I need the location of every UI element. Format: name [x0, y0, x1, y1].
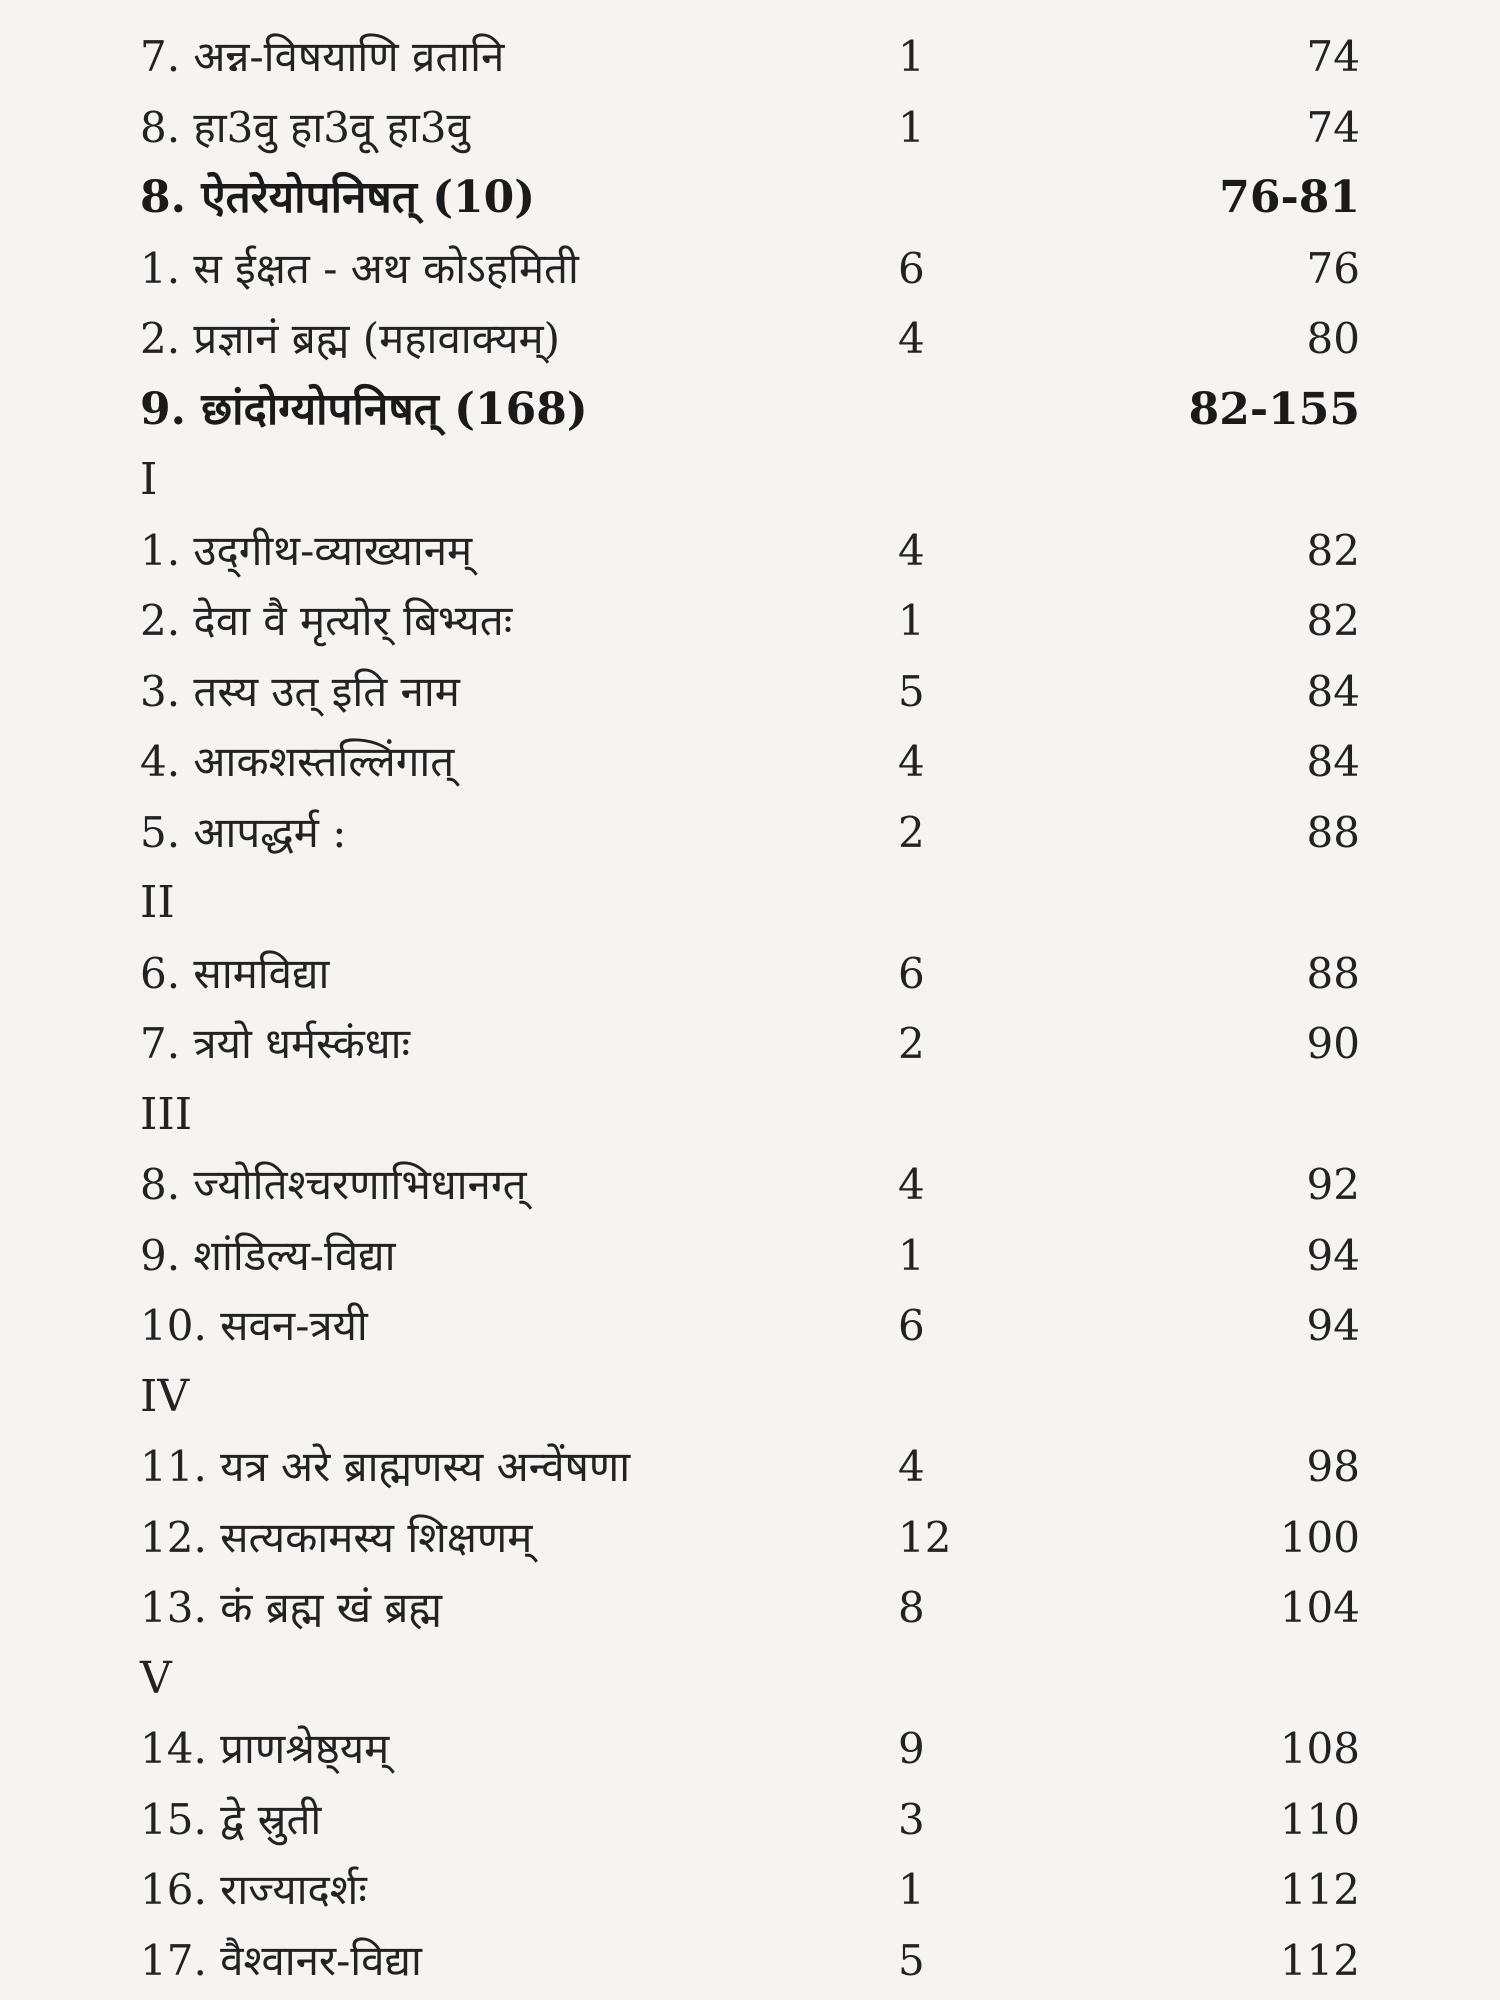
toc-row	[140, 1926, 1360, 1997]
toc-part-numeral: IV	[140, 1370, 190, 1422]
toc-entry-title: 1. उद्‌गीथ-व्याख्यानम्	[140, 525, 473, 575]
toc-entry-title: 2. प्रज्ञानं ब्रह्म (महावाक्यम्)	[140, 314, 560, 363]
toc-section-heading	[140, 163, 1360, 234]
toc-entry-title: 3. तस्य उत् इति नाम	[140, 666, 460, 716]
toc-entry-title: 13. कं ब्रह्म खं ब्रह्म	[140, 1583, 443, 1632]
toc-entry-page: 74	[1306, 32, 1360, 81]
toc-entry-page: 90	[1306, 1019, 1360, 1068]
toc-entry-title: 7. अन्न-विषयाणि व्रतानि	[140, 32, 505, 81]
toc-row	[140, 1855, 1360, 1926]
toc-row	[140, 798, 1360, 869]
toc-row	[140, 1221, 1360, 1292]
toc-entry-title: 2. देवा वै मृत्योर् बिभ्यतः	[140, 596, 513, 645]
toc-row	[140, 1291, 1360, 1362]
toc-entry-page: 104	[1279, 1583, 1360, 1632]
toc-part-marker	[140, 1644, 1360, 1715]
toc-section-title: 8. ऐतरेयोपनिषत् (10)	[140, 172, 536, 223]
toc-entry-page: 108	[1279, 1724, 1360, 1773]
toc-part-numeral: V	[140, 1652, 172, 1704]
toc-entry-count: 2	[898, 1019, 925, 1068]
toc-row	[140, 939, 1360, 1010]
toc-entry-count: 12	[898, 1512, 952, 1562]
toc-entry-page: 82	[1306, 525, 1360, 575]
toc-row	[140, 1714, 1360, 1785]
toc-section-heading	[140, 375, 1360, 446]
toc-row	[140, 516, 1360, 587]
toc-entry-count: 9	[898, 1724, 925, 1773]
toc-entry-page: 94	[1306, 1230, 1360, 1280]
toc-part-marker	[140, 868, 1360, 939]
toc-entry-count: 4	[898, 525, 925, 575]
toc-entry-title: 15. द्वे स्रुती	[140, 1794, 322, 1844]
table-of-contents	[140, 22, 1360, 1996]
toc-entry-count: 3	[898, 1794, 925, 1844]
toc-part-numeral: III	[140, 1088, 193, 1140]
toc-part-numeral: I	[140, 454, 158, 505]
toc-entry-count: 8	[898, 1583, 925, 1632]
toc-entry-page: 74	[1306, 102, 1360, 152]
toc-entry-page: 94	[1306, 1301, 1360, 1350]
toc-entry-page: 84	[1306, 666, 1360, 716]
toc-row	[140, 1009, 1360, 1080]
toc-part-numeral: II	[140, 877, 175, 928]
toc-entry-title: 10. सवन-त्रयी	[140, 1301, 368, 1350]
toc-entry-page: 112	[1279, 1865, 1360, 1914]
toc-part-marker	[140, 1362, 1360, 1433]
toc-entry-title: 4. आकशस्तल्लिंगात्	[140, 737, 455, 786]
toc-entry-count: 4	[898, 314, 925, 363]
toc-row	[140, 22, 1360, 93]
toc-entry-count: 1	[898, 1230, 925, 1280]
toc-entry-title: 6. सामविद्या	[140, 948, 330, 998]
toc-entry-count: 5	[898, 1935, 925, 1985]
toc-entry-count: 1	[898, 596, 925, 645]
toc-entry-page: 110	[1279, 1794, 1360, 1844]
toc-row	[140, 93, 1360, 164]
toc-entry-title: 1. स ईक्षत - अथ कोऽहमिती	[140, 243, 579, 293]
toc-entry-title: 5. आपद्धर्म :	[140, 807, 347, 857]
toc-entry-count: 6	[898, 948, 925, 998]
toc-entry-page: 100	[1279, 1512, 1360, 1562]
toc-row	[140, 304, 1360, 375]
toc-row	[140, 586, 1360, 657]
toc-row	[140, 1150, 1360, 1221]
toc-entry-title: 17. वैश्वानर-विद्या	[140, 1935, 422, 1985]
toc-row	[140, 657, 1360, 728]
toc-entry-title: 7. त्रयो धर्मस्कंधाः	[140, 1019, 410, 1068]
toc-entry-page: 80	[1306, 314, 1360, 363]
toc-entry-title: 14. प्राणश्रेष्ठ्यम्	[140, 1724, 390, 1773]
toc-entry-page: 92	[1306, 1160, 1360, 1209]
toc-entry-count: 4	[898, 737, 925, 786]
toc-entry-title: 11. यत्र अरे ब्राह्मणस्य अन्वेंषणा	[140, 1442, 631, 1491]
toc-row	[140, 1432, 1360, 1503]
toc-entry-title: 16. राज्यादर्शः	[140, 1865, 367, 1914]
toc-row	[140, 1573, 1360, 1644]
toc-entry-page: 82	[1306, 596, 1360, 645]
toc-entry-title: 9. शांडिल्य-विद्या	[140, 1230, 396, 1280]
toc-entry-count: 4	[898, 1160, 925, 1209]
toc-row	[140, 234, 1360, 305]
toc-entry-title: 8. हा3वु हा3वू हा3वु	[140, 102, 470, 152]
toc-entry-page: 88	[1306, 807, 1360, 857]
toc-entry-page: 88	[1306, 948, 1360, 998]
toc-part-marker	[140, 1080, 1360, 1151]
toc-entry-page: 112	[1279, 1935, 1360, 1985]
toc-part-marker	[140, 445, 1360, 516]
toc-entry-page: 98	[1306, 1442, 1360, 1491]
toc-entry-count: 2	[898, 807, 925, 857]
toc-row	[140, 1785, 1360, 1856]
toc-entry-count: 1	[898, 1865, 925, 1914]
toc-entry-page: 76	[1306, 243, 1360, 293]
toc-section-page-range: 82-155	[1188, 383, 1360, 435]
toc-entry-title: 8. ज्योतिश्चरणाभिधानग्त्	[140, 1160, 527, 1209]
toc-row	[140, 1503, 1360, 1574]
toc-entry-count: 1	[898, 102, 925, 152]
toc-section-page-range: 76-81	[1219, 172, 1360, 223]
toc-entry-count: 4	[898, 1442, 925, 1491]
toc-entry-count: 1	[898, 32, 925, 81]
toc-entry-page: 84	[1306, 737, 1360, 786]
toc-row	[140, 727, 1360, 798]
toc-entry-count: 5	[898, 666, 925, 716]
toc-entry-count: 6	[898, 243, 925, 293]
toc-entry-count: 6	[898, 1301, 925, 1350]
toc-section-title: 9. छांदोग्योपनिषत् (168)	[140, 383, 588, 435]
toc-entry-title: 12. सत्यकामस्य शिक्षणम्	[140, 1512, 533, 1562]
